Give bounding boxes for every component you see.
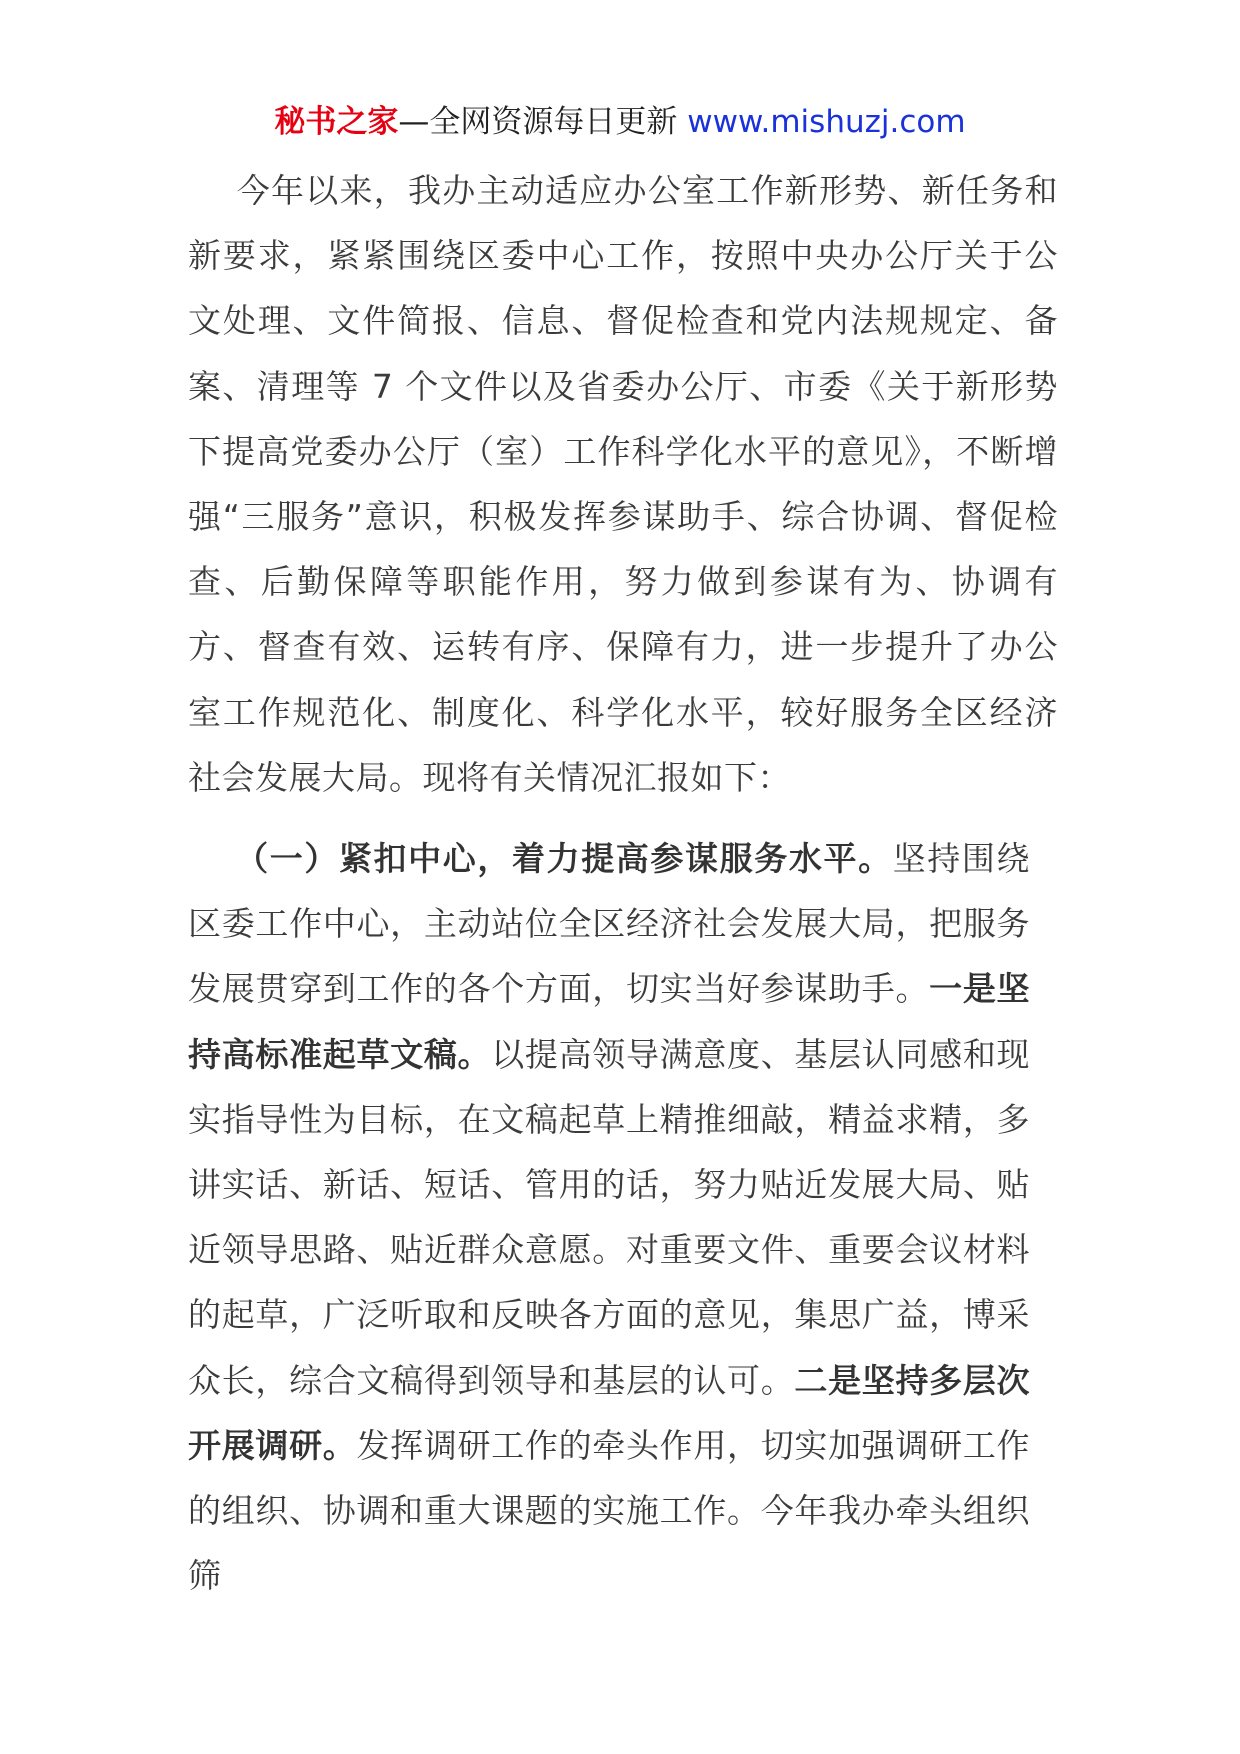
section-1-text-3: 发挥调研工作的牵头作用，切实加强调研工作的组织、协调和重大课题的实施工作。今年我办牵头组织筛 (188, 1425, 1030, 1596)
section-1-text-2: 以提高领导满意度、基层认同感和现实指导性为目标，在文稿起草上精推细敲，精益求精，多讲实话、新话、短话、管用的话，努力贴近发展大局、贴近领导思路、贴近群众意愿。对重要文件、重要会议材料的起草，广泛听取和反映各方面的意见，集思广益，博采众长，综合文稿得到领导和基层的认可。 (188, 1034, 1030, 1400)
section-1-point-1: 一是坚持高标准起草文稿。 (188, 969, 1030, 1074)
header-brand: 秘书之家 (274, 104, 399, 140)
section-1-point-2: 二是坚持多层次开展调研。 (188, 1360, 1030, 1465)
header-url-link[interactable]: www.mishuzj.com (687, 104, 966, 140)
intro-text: 今年以来，我办主动适应办公室工作新形势、新任务和新要求，紧紧围绕区委中心工作，按照中央办公厅关于公文处理、文件简报、信息、督促检查和党内法规规定、备案、清理等 7 个文件以及省委办公厅、市委《关于新形势下提高党委办公厅（室）工作科学化水平的意见》，不断增强“三服务”意识，积极发挥参谋助手、综合协调、督促检查、后勤保障等职能作用，努力做到参谋有为、协调有方、督查有效、运转有序、保障有力，进一步提升了办公室工作规范化、制度化、科学化水平，较好服务全区经济社会发展大局。现将有关情况汇报如下： (188, 171, 1058, 797)
document-header (0, 100, 1240, 144)
section-1-heading: （一）紧扣中心，着力提高参谋服务水平。 (234, 839, 893, 878)
header-tagline: —全网资源每日更新 (398, 104, 678, 140)
intro-paragraph (188, 158, 1058, 810)
section-1-paragraph (188, 826, 1030, 1608)
section-1-text-1: 坚持围绕区委工作中心，主动站位全区经济社会发展大局，把服务发展贯穿到工作的各个方面，切实当好参谋助手。 (188, 839, 1031, 1009)
